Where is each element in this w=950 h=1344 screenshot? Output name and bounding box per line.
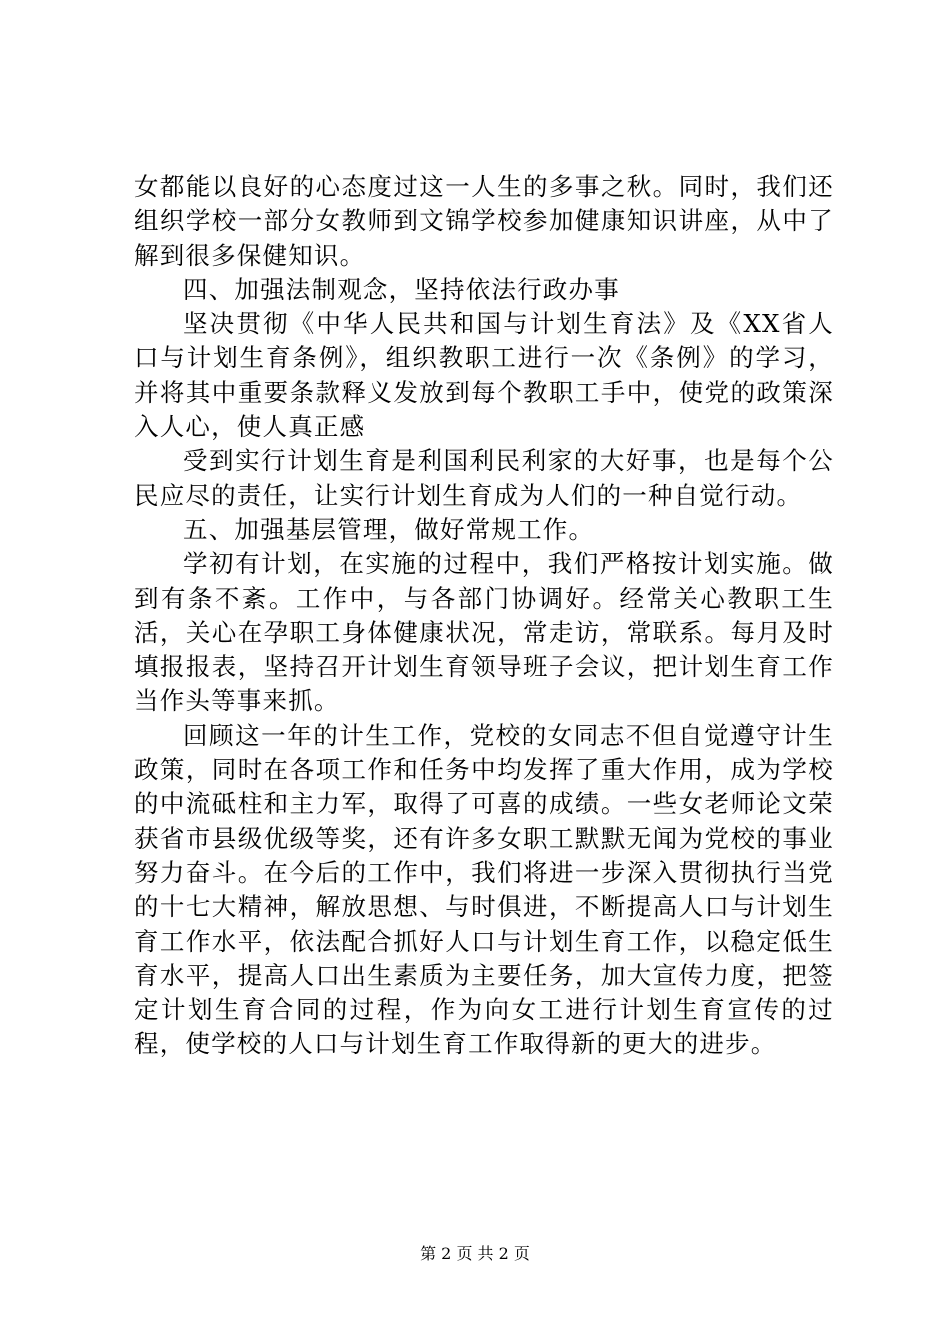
paragraph-7: 回顾这一年的计生工作，党校的女同志不但自觉遵守计生政策，同时在各项工作和任务中均发挥了重大作用，成为学校的中流砥柱和主力军，取得了可喜的成绩。一些女老师论文荣获省市县级优级等奖，还有许多女职工默默无闻为党校的事业努力奋斗。在今后的工作中，我们将进一步深入贯彻执行当党的十七大精神，解放思想、与时俱进，不断提高人口与计划生育工作水平，依法配合抓好人口与计划生育工作，以稳定低生育水平，提高人口出生素质为主要任务，加大宣传力度，把签定计划生育合同的过程，作为向女工进行计划生育宣传的过程，使学校的人口与计划生育工作取得新的更大的进步。: [134, 720, 834, 1059]
paragraph-1: 女都能以良好的心态度过这一人生的多事之秋。同时，我们还组织学校一部分女教师到文锦学校参加健康知识讲座，从中了解到很多保健知识。: [134, 172, 834, 270]
paragraph-4: 受到实行计划生育是利国利民利家的大好事，也是每个公民应尽的责任，让实行计划生育成为人们的一种自觉行动。: [134, 446, 834, 510]
paragraph-3: 坚决贯彻《中华人民共和国与计划生育法》及《XX省人口与计划生育条例》，组织教职工进行一次《条例》的学习，并将其中重要条款释义发放到每个教职工手中，使党的政策深入人心，使人真正感: [134, 309, 834, 442]
section-heading-5: 五、加强基层管理，做好常规工作。: [183, 514, 595, 544]
page-number-footer: 第 2 页 共 2 页: [420, 1244, 530, 1263]
paragraph-6: 学初有计划，在实施的过程中，我们严格按计划实施。做到有条不紊。工作中，与各部门协调好。经常关心教职工生活，关心在孕职工身体健康状况，常走访，常联系。每月及时填报报表，坚持召开计划生育领导班子会议，把计划生育工作当作头等事来抓。: [134, 549, 834, 716]
document-body: [134, 170, 834, 1062]
section-heading-4: 四、加强法制观念，坚持依法行政办事: [183, 274, 620, 304]
